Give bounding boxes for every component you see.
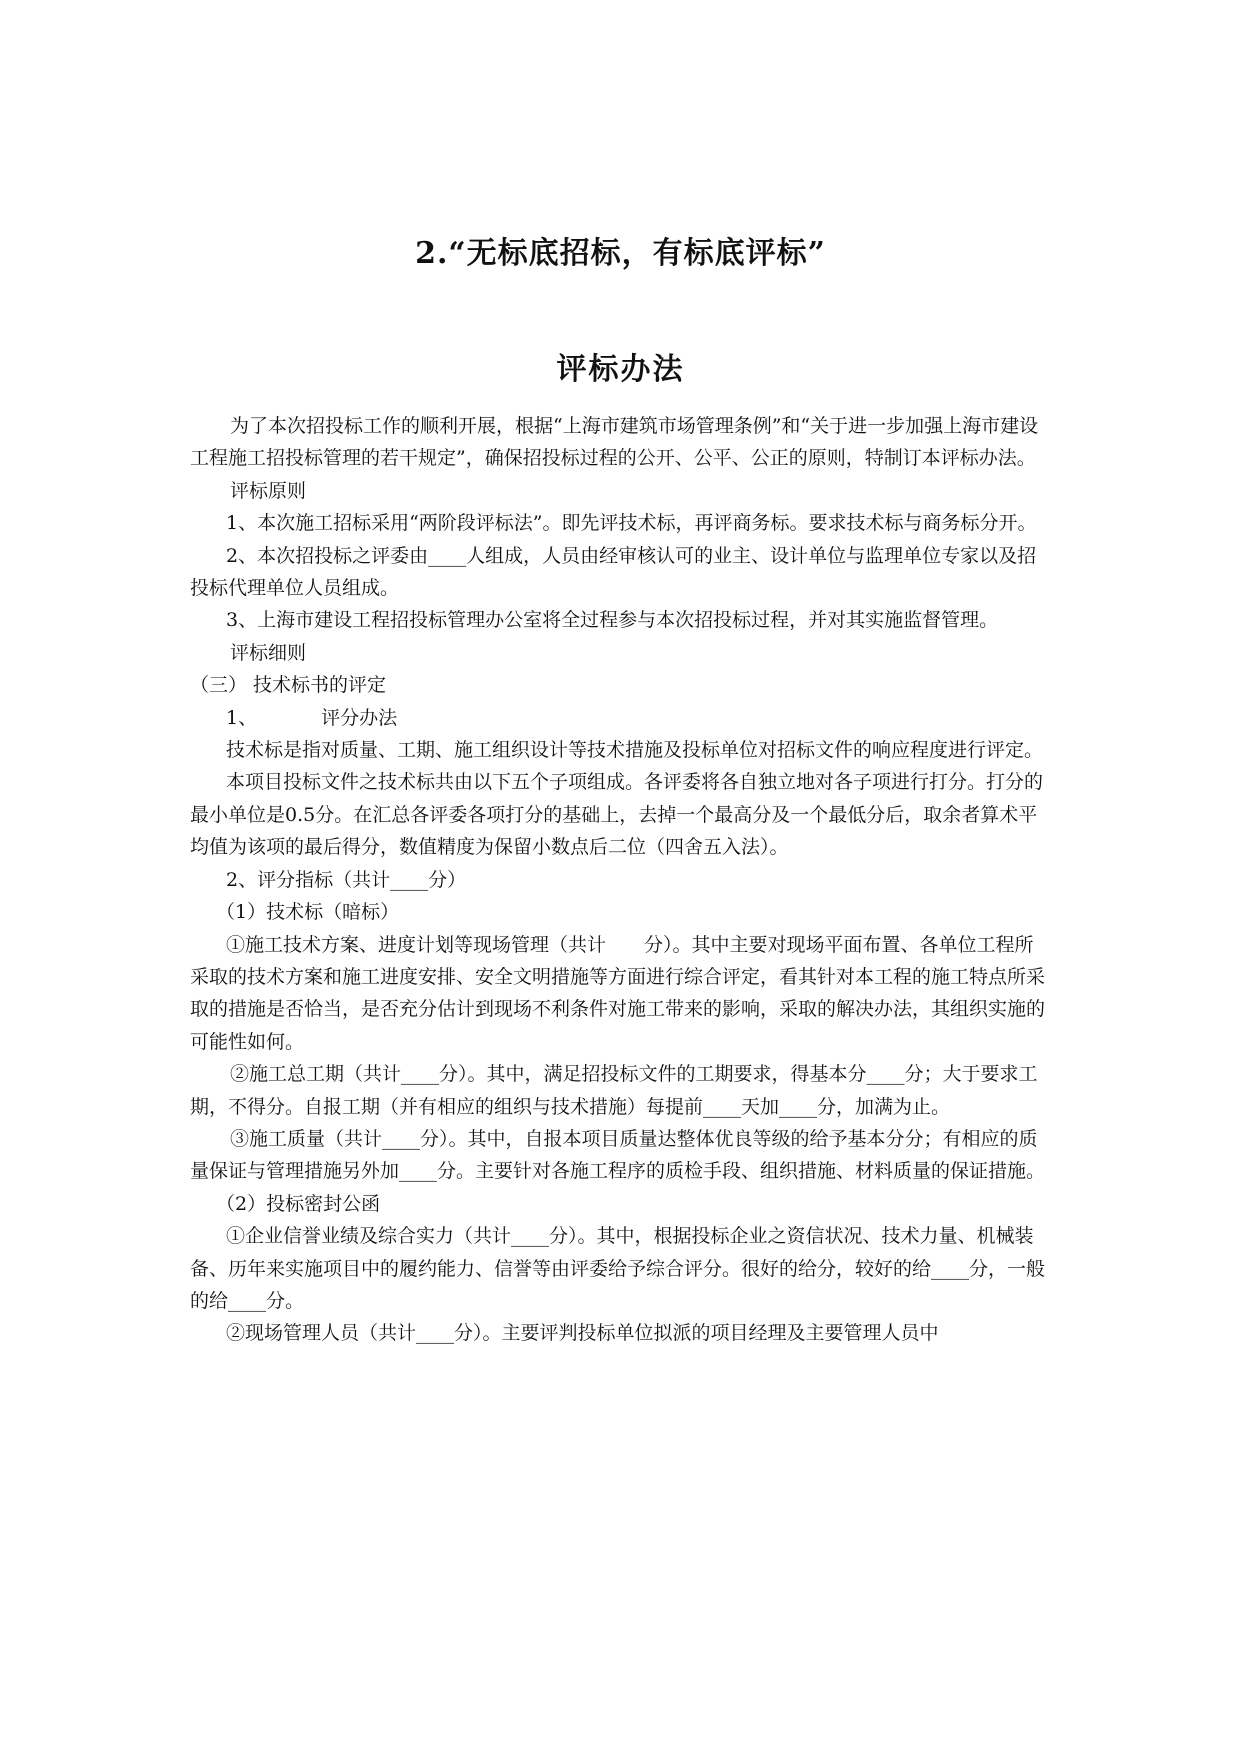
- section-heading-rules: 评标细则: [230, 641, 307, 664]
- subsection-heading-tech: （三） 技术标书的评定: [190, 674, 387, 697]
- item-company-reputation: ①企业信誉业绩及综合实力（共计____分）。其中，根据投标企业之资信状况、技术力量、机械装备、历年来实施项目中的履约能力、信誉等由评委给予综合评分。很好的给分，较好的给____分，一般的给____分。: [190, 1225, 1046, 1312]
- tech-definition-paragraph: 技术标是指对质量、工期、施工组织设计等技术措施及投标单位对招标文件的响应程度进行评定。: [226, 739, 1044, 762]
- section-heading-principles: 评标原则: [230, 479, 307, 502]
- item-number: 1、: [226, 706, 258, 729]
- item-construction-quality: ③施工质量（共计____分）。其中，自报本项目质量达整体优良等级的给予基本分分；有相应的质量保证与管理措施另外加____分。主要针对各施工程序的质检手段、组织措施、材料质量的保证措施。: [190, 1127, 1046, 1183]
- intro-paragraph: 为了本次招投标工作的顺利开展，根据“上海市建筑市场管理条例”和“关于进一步加强上海市建设工程施工招投标管理的若干规定”，确保招投标过程的公开、公平、公正的原则，特制订本评标办法。: [190, 415, 1039, 470]
- principle-item-1: 1、本次施工招标采用“两阶段评标法”。即先评技术标，再评商务标。要求技术标与商务标分开。: [226, 512, 1037, 535]
- scoring-rule-paragraph: 本项目投标文件之技术标共由以下五个子项组成。各评委将各自独立地对各子项进行打分。打分的最小单位是0.5分。在汇总各评委各项打分的基础上，去掉一个最高分及一个最低分后，取余者算术平均值为该项的最后得分，数值精度为保留小数点后二位（四舍五入法）。: [190, 771, 1044, 859]
- document-subtitle: 评标办法: [556, 352, 685, 387]
- item-label: 评分办法: [321, 706, 398, 729]
- sealed-letter-heading: （2）投标密封公函: [216, 1192, 381, 1215]
- tech-bid-heading: （1）技术标（暗标）: [216, 901, 400, 924]
- item-construction-plan: ①施工技术方案、进度计划等现场管理（共计 分）。其中主要对现场平面布置、各单位工程所采取的技术方案和施工进度安排、安全文明措施等方面进行综合评定，看其针对本工程的施工特点所采取的措施是否恰当，是否充分估计到现场不利条件对施工带来的影响，采取的解决办法，其组织实施的可能性如何。: [190, 933, 1046, 1053]
- document-title: 2.“无标底招标，有标底评标”: [415, 236, 826, 271]
- scoring-index-heading: 2、评分指标（共计____分）: [226, 868, 467, 891]
- item-heading-scoring-method: [190, 702, 1050, 734]
- item-site-management: ②现场管理人员（共计____分）。主要评判投标单位拟派的项目经理及主要管理人员中: [226, 1322, 939, 1345]
- document-body: [190, 410, 1050, 1350]
- item-construction-period: ②施工总工期（共计____分）。其中，满足招投标文件的工期要求，得基本分____分；大于要求工期，不得分。自报工期（并有相应的组织与技术措施）每提前____天加____分，加满为止。: [190, 1063, 1038, 1118]
- principle-item-2: 2、本次招投标之评委由____人组成，人员由经审核认可的业主、设计单位与监理单位专家以及招投标代理单位人员组成。: [190, 544, 1037, 600]
- principle-item-3: 3、上海市建设工程招投标管理办公室将全过程参与本次招投标过程，并对其实施监督管理。: [226, 609, 999, 632]
